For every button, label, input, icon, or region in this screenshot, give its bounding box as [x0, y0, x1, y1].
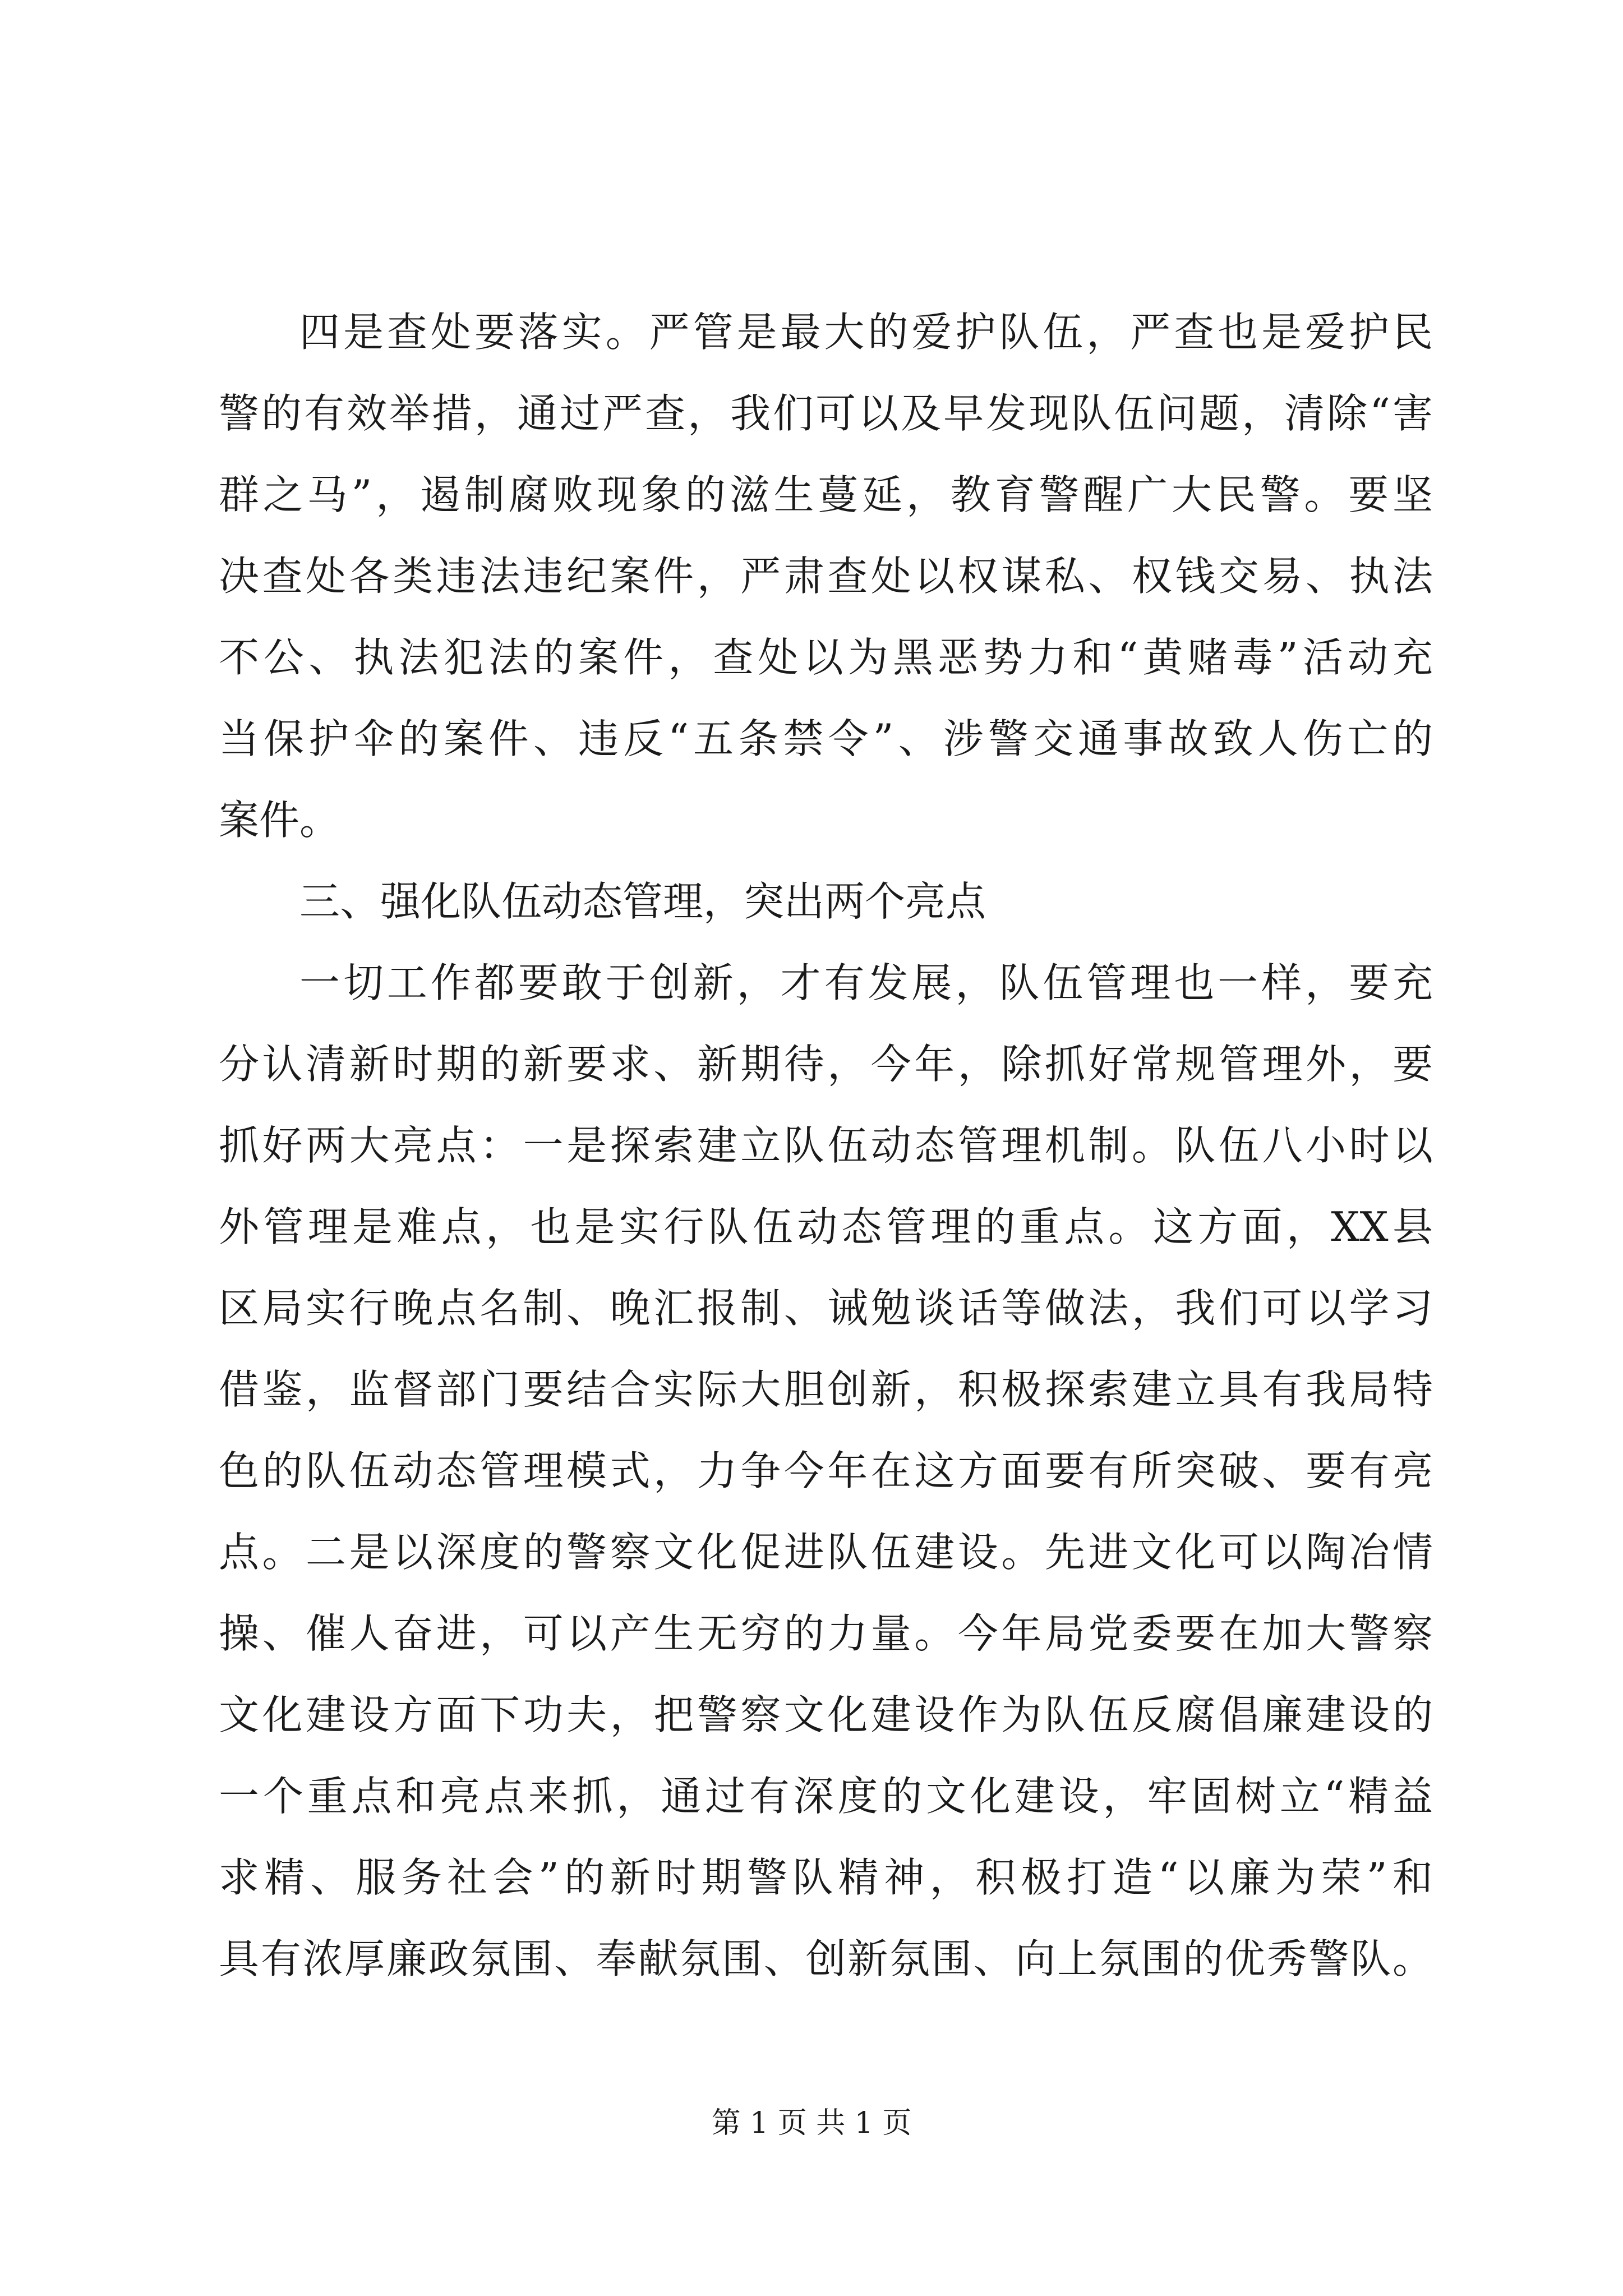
paragraph-line: 色的队伍动态管理模式，力争今年在这方面要有所突破、要有亮	[219, 1447, 1433, 1494]
page-footer: 第 1 页 共 1 页	[711, 2106, 912, 2140]
paragraph-line: 抓好两大亮点：一是探索建立队伍动态管理机制。队伍八小时以	[219, 1122, 1433, 1169]
paragraph-line: 文化建设方面下功夫，把警察文化建设作为队伍反腐倡廉建设的	[219, 1691, 1433, 1738]
paragraph-line: 当保护伞的案件、违反“五条禁令”、涉警交通事故致人伤亡的	[219, 715, 1433, 762]
paragraph-line: 警的有效举措，通过严查，我们可以及早发现队伍问题，清除“害	[219, 390, 1433, 437]
section-heading: 三、强化队伍动态管理，突出两个亮点	[299, 878, 986, 925]
paragraph-line: 一切工作都要敢于创新，才有发展，队伍管理也一样，要充	[299, 959, 1433, 1006]
paragraph-line: 四是查处要落实。严管是最大的爱护队伍，严查也是爱护民	[299, 309, 1433, 356]
paragraph-line: 分认清新时期的新要求、新期待，今年，除抓好常规管理外，要	[219, 1041, 1433, 1088]
paragraph-line: 区局实行晚点名制、晚汇报制、诫勉谈话等做法，我们可以学习	[219, 1285, 1433, 1332]
paragraph-line: 具有浓厚廉政氛围、奉献氛围、创新氛围、向上氛围的优秀警队。	[219, 1935, 1433, 1982]
paragraph-line: 操、催人奋进，可以产生无穷的力量。今年局党委要在加大警察	[219, 1610, 1433, 1657]
paragraph-line: 外管理是难点，也是实行队伍动态管理的重点。这方面，XX县	[219, 1203, 1433, 1250]
document-body	[219, 292, 1433, 2000]
paragraph-line: 一个重点和亮点来抓，通过有深度的文化建设，牢固树立“精益	[219, 1773, 1433, 1820]
paragraph-line: 点。二是以深度的警察文化促进队伍建设。先进文化可以陶冶情	[219, 1529, 1433, 1576]
paragraph-line: 决查处各类违法违纪案件，严肃查处以权谋私、权钱交易、执法	[219, 553, 1433, 600]
paragraph-line: 案件。	[219, 797, 340, 844]
paragraph-line: 不公、执法犯法的案件，查处以为黑恶势力和“黄赌毒”活动充	[219, 634, 1433, 681]
paragraph-line: 求精、服务社会”的新时期警队精神，积极打造“以廉为荣”和	[219, 1854, 1433, 1901]
paragraph-line: 群之马”，遏制腐败现象的滋生蔓延，教育警醒广大民警。要坚	[219, 471, 1433, 518]
paragraph-line: 借鉴，监督部门要结合实际大胆创新，积极探索建立具有我局特	[219, 1366, 1433, 1413]
